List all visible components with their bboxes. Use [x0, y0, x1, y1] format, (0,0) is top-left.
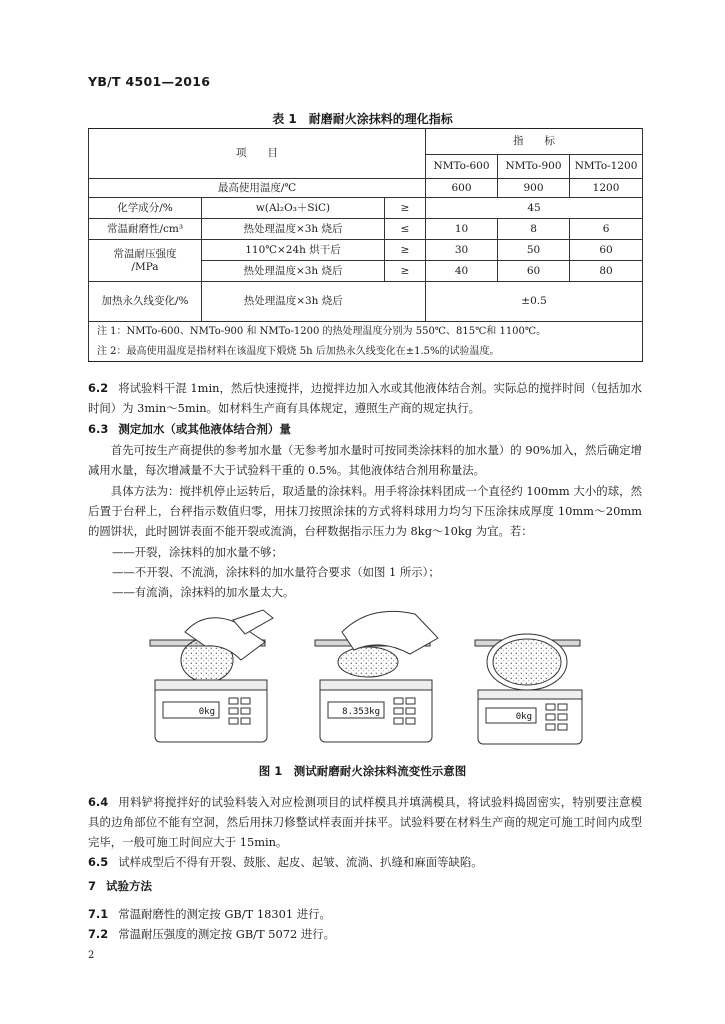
row-ccs-label	[89, 240, 202, 282]
cell: 6	[570, 219, 643, 240]
section-text: 试样成型后不得有开裂、鼓胀、起皮、起皱、流淌、扒缝和麻面等缺陷。	[118, 855, 483, 869]
section-text: 常温耐磨性的测定按 GB/T 18301 进行。	[118, 907, 331, 921]
section-6-3-para-1: 首先可按生产商提供的参考加水量（无参考加水量时可按同类涂抹料的加水量）的 90%加入，然后确定增减用水量，每次增减量不大于试验料干重的 0.5%。其他液体结合剂用称量法。	[88, 443, 642, 477]
section-number: 7.2	[88, 927, 109, 941]
section-7-heading	[88, 876, 642, 896]
row-chem-op: ≥	[385, 198, 426, 219]
cell: 40	[426, 261, 498, 282]
row-wear-cond: 热处理温度×3h 烧后	[202, 219, 385, 240]
figure-caption: 图 1 测试耐磨耐火涂抹料流变性示意图	[258, 764, 467, 778]
row-ccs-op2: ≥	[385, 261, 426, 282]
cell: 45	[426, 198, 643, 219]
section-number: 6.4	[88, 795, 109, 809]
scale-2	[315, 611, 438, 742]
head-index: 指 标	[426, 129, 643, 155]
cell: 900	[498, 179, 570, 198]
dash-item-1: ——开裂，涂抹料的加水量不够；	[112, 545, 283, 559]
section-title: 试验方法	[106, 879, 153, 893]
grade-600: NMTo-600	[426, 155, 498, 179]
cell: 80	[570, 261, 643, 282]
section-7-1	[88, 904, 642, 924]
scale-1-reading: 0kg	[198, 707, 215, 717]
pressed-cake	[493, 639, 561, 685]
section-number: 6.2	[88, 381, 109, 395]
table-note-2: 注 2：最高使用温度是指材料在该温度下煅烧 5h 后加热永久线变化在±1.5%的试验温度。	[89, 342, 643, 362]
scale-2-reading: 8.353kg	[342, 707, 380, 717]
row-wear-label: 常温耐磨性/cm³	[89, 219, 202, 240]
row-plc-label: 加热永久线变化/%	[89, 282, 202, 322]
section-6-3-heading	[88, 419, 642, 439]
row-plc-op	[385, 282, 426, 322]
head-item: 项 目	[89, 129, 426, 179]
cell: 50	[498, 240, 570, 261]
section-6-3-para-2: 具体方法为：搅拌机停止运转后，取适量的涂抹料。用手将涂抹料团成一个直径约 100mm 大小的球，然后置于台秤上，台秤指示数值归零，用抹刀按照涂抹的方式将料球用力均匀下压涂抹成厚度 10mm～20mm 的圆饼状，此时圆饼表面不能开裂或流淌，台秤数据指示压力为 8kg～10kg 为宜。若：	[88, 484, 642, 538]
cell: 1200	[570, 179, 643, 198]
page-number: 2	[88, 950, 95, 961]
section-text: 用料铲将搅拌好的试验料装入对应检测项目的试样模具并填满模具，将试验料捣固密实，特别要注意模具的边角部位不能有空洞，然后用抹刀修整试样表面并抹平。试验料要在材料生产商的规定可施工时间内成型完毕，一般可施工时间应大于 15min。	[88, 795, 642, 849]
row-ccs-cond2: 热处理温度×3h 烧后	[202, 261, 385, 282]
figure-1-illustration	[140, 602, 585, 752]
section-number: 6.3	[88, 422, 109, 436]
section-text: 常温耐压强度的测定按 GB/T 5072 进行。	[118, 927, 336, 941]
row-ccs-op1: ≥	[385, 240, 426, 261]
cell: 30	[426, 240, 498, 261]
row-chem-cond: w(Al₂O₃＋SiC)	[202, 198, 385, 219]
cell: 10	[426, 219, 498, 240]
section-title: 测定加水（或其他液体结合剂）量	[118, 422, 291, 436]
grade-1200: NMTo-1200	[570, 155, 643, 179]
section-text: 将试验料干混 1min，然后快速搅拌，边搅拌边加入水或其他液体结合剂。实际总的搅拌时间（包括加水时间）为 3min～5min。如材料生产商有具体规定，遵照生产商的规定执行。	[88, 381, 642, 415]
ccs-label-line1: 常温耐压强度	[113, 247, 177, 260]
section-number: 7.1	[88, 907, 109, 921]
scale-3	[475, 634, 582, 744]
scale-1	[150, 610, 273, 742]
document-header: YB/T 4501—2016	[88, 74, 211, 89]
section-number: 6.5	[88, 855, 109, 869]
row-ccs-cond1: 110℃×24h 烘干后	[202, 240, 385, 261]
spec-table	[88, 128, 643, 362]
row-chem-label: 化学成分/%	[89, 198, 202, 219]
grade-900: NMTo-900	[498, 155, 570, 179]
section-number: 7	[88, 879, 97, 893]
flattened-castable	[338, 647, 398, 677]
cell: 8	[498, 219, 570, 240]
scale-3-reading: 0kg	[515, 712, 532, 722]
cell: 60	[570, 240, 643, 261]
table-caption: 表 1 耐磨耐火涂抹料的理化指标	[272, 112, 453, 126]
section-6-5	[88, 852, 642, 872]
cell: 60	[498, 261, 570, 282]
dash-item-3: ——有流淌，涂抹料的加水量太大。	[112, 585, 295, 599]
row-wear-op: ≤	[385, 219, 426, 240]
section-6-2	[88, 378, 642, 418]
row-temp-label: 最高使用温度/℃	[89, 179, 426, 198]
section-6-4	[88, 792, 642, 852]
section-7-2	[88, 924, 642, 944]
cell: 600	[426, 179, 498, 198]
table-note-1: 注 1：NMTo-600、NMTo-900 和 NMTo-1200 的热处理温度分别为 550℃、815℃和 1100℃。	[89, 322, 643, 342]
dash-item-2: ——不开裂、不流淌，涂抹料的加水量符合要求（如图 1 所示）；	[112, 565, 440, 579]
row-plc-cond: 热处理温度×3h 烧后	[202, 282, 385, 322]
cell: ±0.5	[426, 282, 643, 322]
ccs-label-line2: /MPa	[131, 260, 159, 273]
